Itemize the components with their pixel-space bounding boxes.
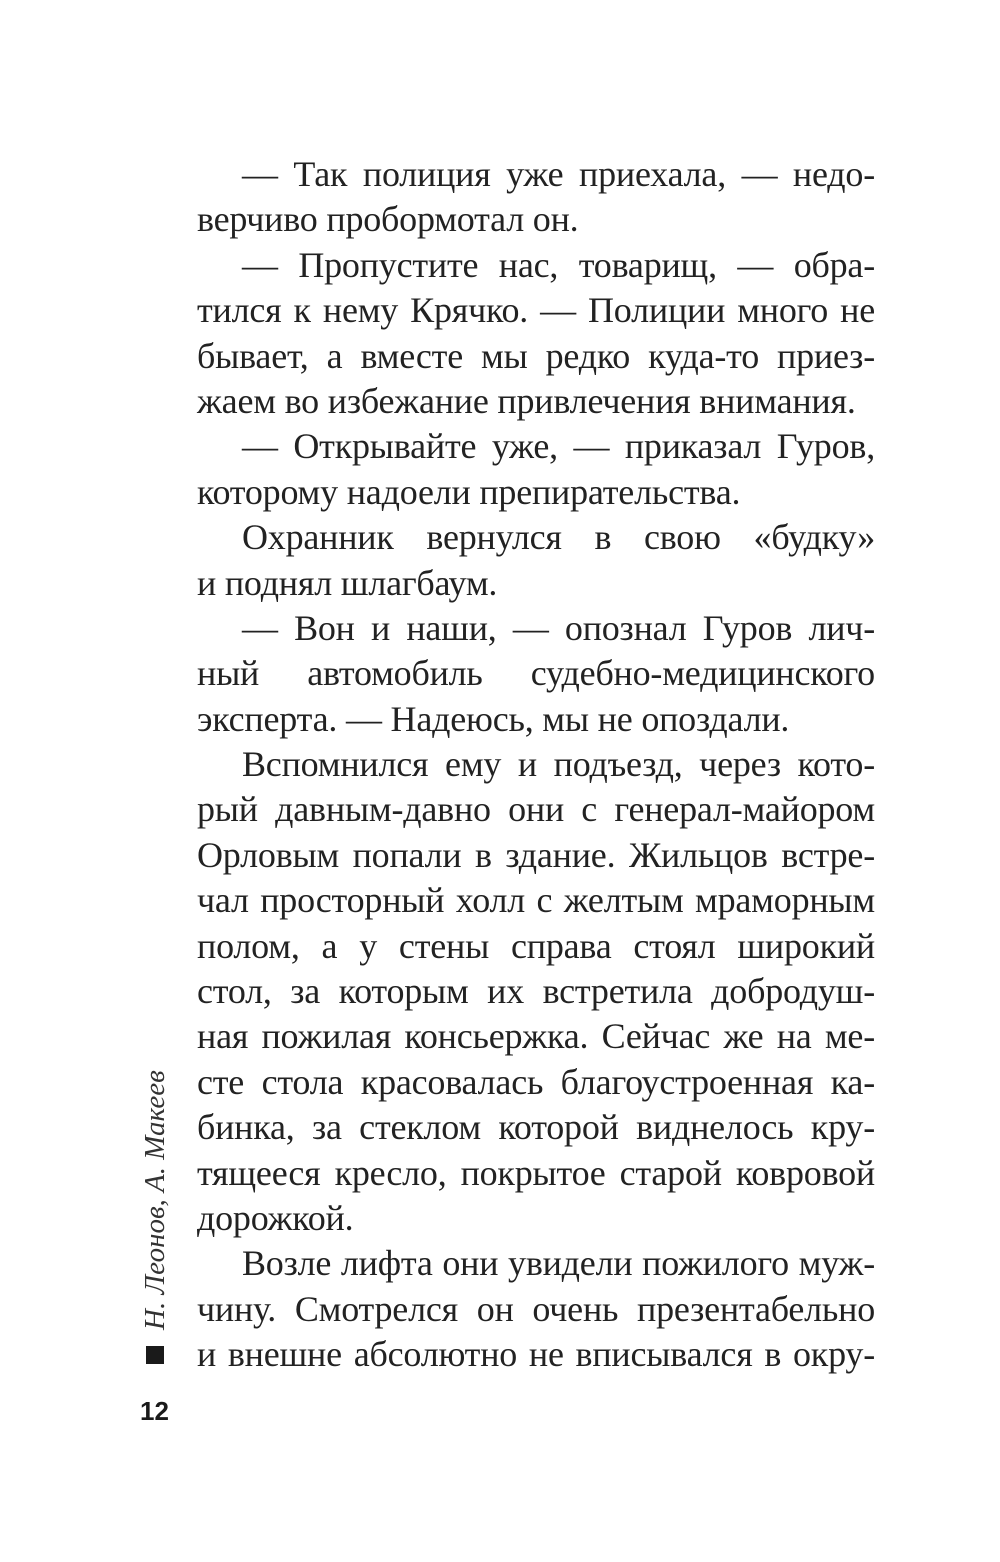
text-line: — Вон и наши, — опознал Гуров лич- [242,607,875,648]
text-line: сте стола красовалась благоустроенная ка- [197,1061,875,1102]
text-line: чину. Смотрелся он очень презентабельно [197,1288,875,1329]
text-line: рый давным-давно они с генерал-майором [197,789,875,830]
page-number: 12 [140,1396,169,1426]
text-line: — Так полиция уже приехала, — недо- [242,154,875,194]
text-line: Охранник вернулся в свою «будку» [242,517,875,558]
text-line: чал просторный холл с желтым мраморным [197,880,875,921]
text-line: и поднял шлагбаум. [197,562,498,603]
text-line: — Пропустите нас, товарищ, — обра- [242,244,875,285]
text-line: стол, за которым их встретила добродуш- [197,971,875,1012]
text-line: бывает, а вместе мы редко куда-то приез- [197,335,875,376]
text-line: Вспомнился ему и подъезд, через кото- [242,744,875,785]
text-line: тился к нему Крячко. — Полиции много не [197,290,875,331]
text-line: бинка, за стеклом которой виднелось кру- [197,1107,875,1148]
text-line: верчиво пробормотал он. [197,199,579,240]
text-line: тящееся кресло, покрытое старой ковровой [197,1152,875,1193]
text-line: дорожкой. [197,1197,354,1238]
text-line: полом, а у стены справа стоял широкий [197,925,875,966]
text-line: Орловым попали в здание. Жильцов встре- [197,834,875,875]
text-line: жаем во избежание привлечения внимания. [197,380,856,421]
text-line: которому надоели препирательства. [197,471,741,512]
text-line: ный автомобиль судебно-медицинского [197,653,875,694]
body-text [197,152,875,1378]
text-line: — Открывайте уже, — приказал Гуров, [242,426,875,467]
text-line: и внешне абсолютно не вписывался в окру- [197,1334,875,1375]
text-line: Возле лифта они увидели пожилого муж- [242,1243,875,1284]
square-marker-icon [146,1346,164,1364]
text-line: эксперта. — Надеюсь, мы не опоздали. [197,698,790,739]
text-line: ная пожилая консьержка. Сейчас же на ме- [197,1016,875,1057]
running-head-authors: Н. Леонов, А. Макеев [139,1070,171,1330]
